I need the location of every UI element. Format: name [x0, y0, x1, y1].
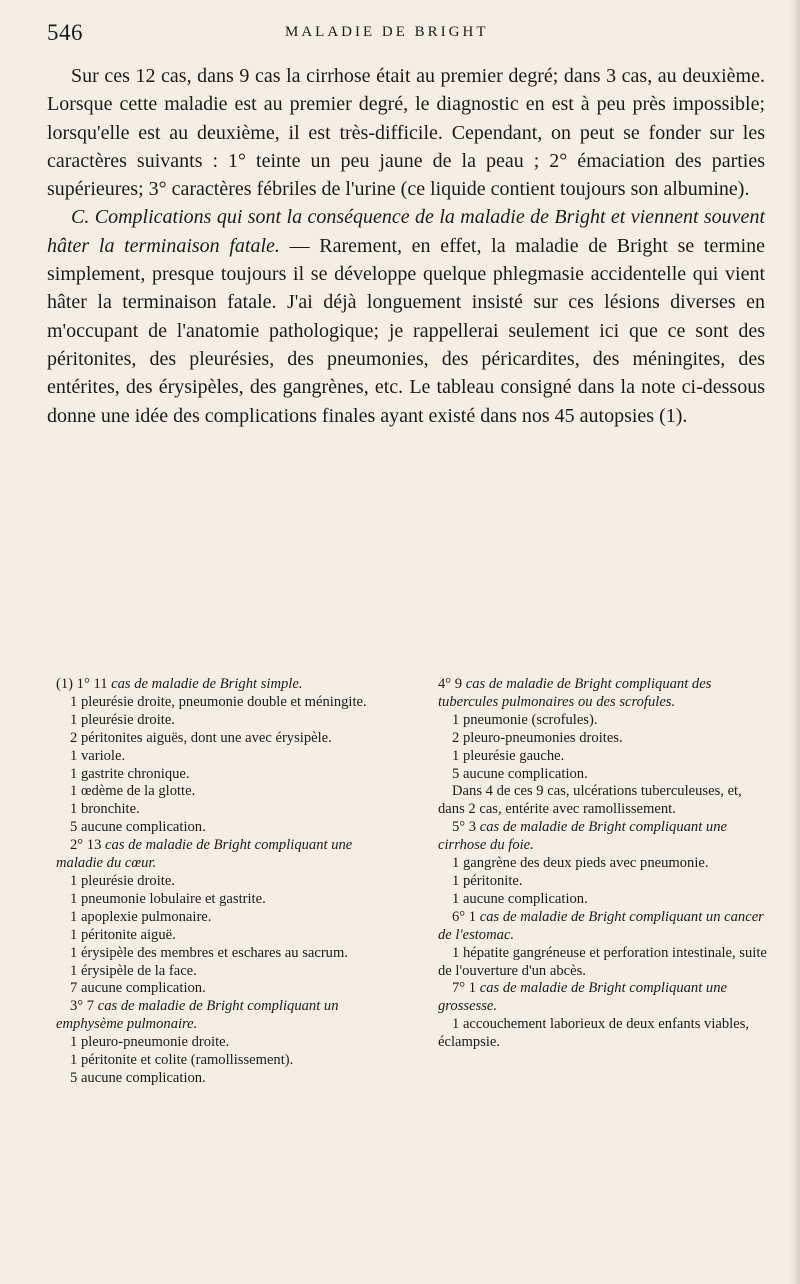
list-item: 1 pleuro-pneumonie droite. — [70, 1034, 230, 1051]
list-item: 1 accouchement laborieux de deux enfants viables, éclampsie. — [438, 1016, 750, 1051]
footnote-group-1 — [56, 676, 388, 694]
paragraph-complications — [47, 203, 765, 429]
footnote-group-5 — [438, 819, 770, 855]
list-item: 1 pneumonie lobulaire et gastrite. — [70, 890, 266, 907]
list-item: 1 variole. — [70, 747, 126, 764]
group-number: 7° 1 — [452, 980, 477, 997]
list-item: 5 aucune complication. — [70, 1069, 206, 1086]
list-item: 1 apoplexie pulmonaire. — [70, 908, 212, 925]
group-title: cas de maladie de Bright compliquant un emphysème pulmonaire. — [56, 998, 339, 1033]
paragraph-complications-text: — Rarement, en effet, la maladie de Bright se termine simplement, presque toujours il se développe quelque phlegmasie accidentelle qui vient hâter la terminaison fatale. J'ai déjà longuement insisté sur ces lésions diverses en m'occupant de l'anatomie pathologique; je rappellerai seulement ici que ce sont des péritonites, des pleurésies, des pneumonies, des péricardites, des méningites, des entérites, des érysipèles, des gangrènes, etc. Le tableau consigné dans la note ci-dessous donne une idée des complications finales ayant existé dans nos 45 autopsies (1). — [47, 234, 765, 427]
list-item: 1 pleurésie droite, pneumonie double et méningite. — [70, 693, 367, 710]
list-item: 1 gastrite chronique. — [70, 765, 190, 782]
footnote-group-3 — [56, 998, 388, 1034]
list-item: 1 péritonite et colite (ramollissement). — [70, 1052, 294, 1069]
list-item: 5 aucune complication. — [70, 819, 206, 836]
group-title: cas de maladie de Bright compliquant des tubercules pulmonaires ou des scrofules. — [438, 676, 712, 710]
page-number: 546 — [47, 20, 83, 45]
list-item: 1 péritonite aiguë. — [70, 926, 176, 943]
running-head: MALADIE DE BRIGHT — [285, 24, 489, 40]
list-item: 1 érysipèle de la face. — [70, 962, 197, 979]
paragraph-diagnosis: Sur ces 12 cas, dans 9 cas la cirrhose était au premier degré; dans 3 cas, au deuxième. Lorsque cette maladie est au premier degré, le diagnostic en est à peu près impossible; lorsqu'elle est au deuxième, il est très-difficile. Cependant, on peut se fonder sur les caractères suivants : 1° teinte un peu jaune de la peau ; 2° émaciation des parties supérieures; 3° caractères fébriles de l'urine (ce liquide contient toujours son albumine). — [47, 65, 765, 201]
list-item: 1 hépatite gangréneuse et perforation intestinale, suite de l'ouverture d'un abcès. — [438, 944, 767, 979]
list-item: 1 pleurésie droite. — [70, 872, 175, 889]
list-item: 1 œdème de la glotte. — [70, 783, 196, 800]
list-item: 1 pleurésie gauche. — [452, 747, 565, 764]
list-item: 1 gangrène des deux pieds avec pneumonie. — [452, 855, 709, 872]
list-item: 2 pleuro-pneumonies droites. — [452, 729, 623, 746]
list-item: 1 pleurésie droite. — [70, 711, 175, 728]
list-item: 1 péritonite. — [452, 872, 523, 889]
group-title: cas de maladie de Bright compliquant un cancer de l'estomac. — [438, 908, 764, 943]
footnote-remark: Dans 4 de ces 9 cas, ulcérations tuberculeuses, et, dans 2 cas, entérite avec ramollissement. — [438, 783, 742, 818]
footnote-group-6 — [438, 909, 770, 945]
list-item: 1 aucune complication. — [452, 890, 588, 907]
group-number: 3° 7 — [70, 998, 95, 1015]
footnote-column-left — [56, 676, 388, 1088]
footnote-column-right — [438, 676, 770, 1052]
group-title: cas de maladie de Bright simple. — [111, 676, 303, 692]
page-edge-shadow — [790, 0, 800, 1284]
group-number: (1) 1° 11 — [56, 676, 108, 692]
list-item: 1 érysipèle des membres et eschares au sacrum. — [70, 944, 348, 961]
list-item: 2 péritonites aiguës, dont une avec érysipèle. — [70, 729, 332, 746]
list-item: 1 pneumonie (scrofules). — [452, 711, 598, 728]
list-item: 7 aucune complication. — [70, 980, 206, 997]
group-title: cas de maladie de Bright compliquant une cirrhose du foie. — [438, 819, 727, 854]
list-item: 5 aucune complication. — [452, 765, 588, 782]
section-heading-c: C. Complications qui sont la conséquence de la maladie de Bright et viennent souvent hâter la terminaison fatale. — [47, 206, 765, 257]
footnote-group-2 — [56, 837, 388, 873]
group-number: 5° 3 — [452, 819, 477, 836]
footnote-group-7 — [438, 980, 770, 1016]
footnote-group-4 — [438, 676, 770, 712]
page-header — [47, 12, 767, 46]
group-title: cas de maladie de Bright compliquant une maladie du cœur. — [56, 837, 353, 872]
main-text — [47, 62, 765, 430]
group-number: 6° 1 — [452, 908, 477, 925]
group-number: 2° 13 — [70, 837, 102, 854]
list-item: 1 bronchite. — [70, 801, 140, 818]
group-title: cas de maladie de Bright compliquant une grossesse. — [438, 980, 727, 1015]
group-number: 4° 9 — [438, 676, 463, 692]
